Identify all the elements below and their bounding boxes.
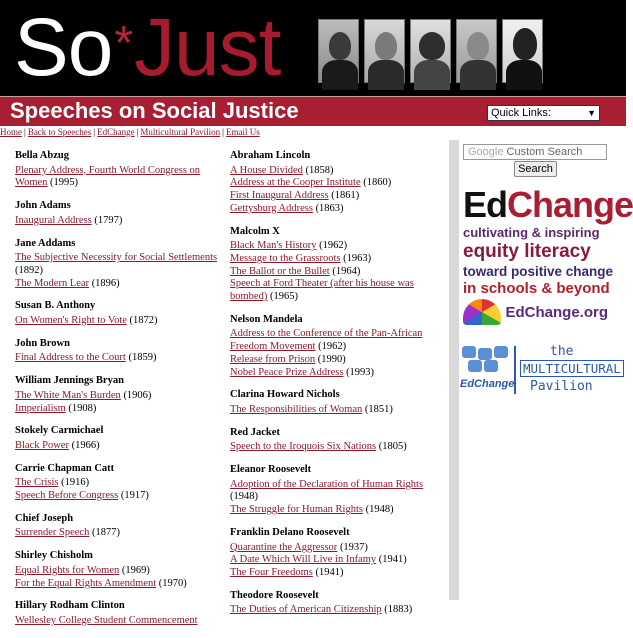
speech-year: (1851) bbox=[364, 403, 393, 415]
pav-multicultural: MULTICULTURAL bbox=[520, 360, 624, 377]
speech-year: (1877) bbox=[91, 527, 120, 539]
speech-item bbox=[230, 404, 440, 417]
speech-year: (1993) bbox=[346, 366, 375, 378]
edchange-logo bbox=[463, 184, 633, 225]
multicultural-pavilion-banner[interactable] bbox=[460, 344, 621, 396]
pav-the: the bbox=[550, 344, 574, 359]
page-title: Speeches on Social Justice bbox=[10, 98, 299, 123]
logo-star: * bbox=[114, 17, 132, 70]
speech-link[interactable]: Address to the Conference of the Pan-African Freedom Movement bbox=[230, 328, 423, 353]
speaker-name: Susan B. Anthony bbox=[15, 300, 96, 312]
speaker-entry bbox=[230, 226, 440, 304]
so-just-logo[interactable] bbox=[14, 2, 280, 94]
speech-link[interactable]: The Struggle for Human Rights bbox=[230, 504, 363, 516]
logo-so: So bbox=[14, 2, 113, 93]
speaker-name: Clarina Howard Nichols bbox=[230, 389, 340, 401]
speech-item bbox=[230, 253, 440, 266]
speech-link[interactable]: The Duties of American Citizenship bbox=[230, 604, 382, 616]
portrait-4 bbox=[456, 19, 497, 83]
speech-year: (1995) bbox=[50, 177, 79, 189]
nav-home[interactable]: Home bbox=[0, 127, 22, 137]
speech-year: (1962) bbox=[318, 341, 347, 353]
speech-link[interactable]: Final Address to the Court bbox=[15, 352, 126, 364]
speech-item bbox=[230, 479, 440, 504]
speaker-entry bbox=[15, 550, 220, 590]
speaker-entry bbox=[15, 238, 220, 291]
quick-links-label: Quick Links: bbox=[491, 107, 551, 119]
speech-link[interactable]: Inaugural Address bbox=[15, 214, 92, 226]
speech-year: (1917) bbox=[120, 490, 149, 502]
speech-link[interactable]: The Responsibilities of Woman bbox=[230, 403, 363, 415]
speaker-name: Malcolm X bbox=[230, 225, 280, 237]
quick-links-select[interactable] bbox=[487, 105, 600, 121]
portrait-5 bbox=[502, 19, 543, 83]
speaker-name: Jane Addams bbox=[15, 237, 76, 249]
speech-year: (1859) bbox=[128, 352, 157, 364]
speech-item bbox=[15, 440, 220, 453]
speech-item bbox=[230, 354, 440, 367]
pav-edchange: EdChange bbox=[460, 378, 515, 390]
speech-link[interactable]: The Subjective Necessity for Social Settlements bbox=[15, 252, 218, 264]
speaker-entry bbox=[230, 464, 440, 517]
speech-link[interactable]: Quarantine the Aggressor bbox=[230, 541, 338, 553]
speech-year: (1858) bbox=[305, 164, 334, 176]
sidebar-divider bbox=[449, 140, 459, 600]
speech-link[interactable]: On Women's Right to Vote bbox=[15, 315, 127, 327]
speech-item bbox=[15, 615, 220, 628]
speech-year: (1941) bbox=[378, 554, 407, 566]
search-button[interactable]: Search bbox=[514, 161, 557, 177]
speaker-column-1 bbox=[15, 150, 220, 638]
speaker-entry bbox=[230, 389, 440, 416]
speaker-name: Abraham Lincoln bbox=[230, 150, 311, 161]
speaker-entry bbox=[15, 338, 220, 365]
speech-year: (1948) bbox=[230, 491, 258, 503]
speech-item bbox=[15, 278, 220, 291]
speaker-entry bbox=[15, 375, 220, 415]
speech-item bbox=[230, 278, 440, 303]
speaker-entry bbox=[230, 590, 440, 617]
speech-item bbox=[15, 477, 220, 490]
speech-link[interactable]: Surrender Speech bbox=[15, 527, 90, 539]
logo-just: Just bbox=[134, 2, 281, 93]
speech-link[interactable]: Speech to the Iroquois Six Nations bbox=[230, 441, 377, 453]
speech-item bbox=[230, 554, 440, 567]
speech-link[interactable]: Wellesley College Student Commencement bbox=[15, 614, 198, 626]
speaker-entry bbox=[15, 463, 220, 503]
speech-link[interactable]: Gettysburg Address bbox=[230, 202, 313, 214]
speaker-name: Bella Abzug bbox=[15, 150, 69, 161]
speech-item bbox=[15, 490, 220, 503]
speech-item bbox=[15, 403, 220, 416]
dropdown-arrow-icon: ▼ bbox=[587, 108, 596, 118]
speech-link[interactable]: Black Power bbox=[15, 439, 69, 451]
speech-link[interactable]: Speech at Ford Theater (after his house was bombed) bbox=[230, 278, 414, 303]
rainbow-logo-icon bbox=[463, 299, 501, 325]
speech-item bbox=[15, 390, 220, 403]
speech-link[interactable]: First Inaugural Address bbox=[230, 190, 329, 202]
speech-item bbox=[230, 328, 440, 353]
speech-link[interactable]: Imperialism bbox=[15, 402, 66, 414]
search-placeholder: Custom Search bbox=[506, 146, 583, 158]
speech-item bbox=[230, 604, 440, 617]
pav-divider bbox=[514, 346, 516, 394]
speaker-name: John Adams bbox=[15, 200, 71, 212]
speaker-name: Eleanor Roosevelt bbox=[230, 464, 312, 476]
puzzle-people-icon bbox=[462, 346, 508, 374]
title-bar bbox=[0, 96, 626, 126]
speaker-name: William Jennings Bryan bbox=[15, 375, 124, 387]
nav-multicultural-pavilion[interactable]: Multicultural Pavilion bbox=[140, 127, 221, 137]
speaker-entry bbox=[15, 600, 220, 627]
speech-link[interactable]: The Crisis bbox=[15, 477, 59, 489]
speech-link[interactable]: The Ballot or the Bullet bbox=[230, 265, 330, 277]
top-nav: Home | Back to Speeches | EdChange | Multicultural Pavilion | Email Us bbox=[0, 127, 260, 137]
speech-item bbox=[230, 441, 440, 454]
speech-item bbox=[15, 565, 220, 578]
speech-year: (1962) bbox=[319, 240, 348, 252]
speech-link[interactable]: Black Man's History bbox=[230, 240, 317, 252]
speech-item bbox=[230, 266, 440, 279]
speech-year: (1941) bbox=[315, 566, 344, 578]
speaker-entry bbox=[15, 425, 220, 452]
nav-back-to-speeches[interactable]: Back to Speeches bbox=[27, 127, 92, 137]
speaker-entry bbox=[230, 527, 440, 580]
speech-year: (1892) bbox=[15, 264, 43, 276]
speaker-entry bbox=[15, 200, 220, 227]
portrait-2 bbox=[364, 19, 405, 83]
speaker-entry bbox=[15, 150, 220, 190]
speech-item bbox=[15, 252, 220, 277]
speech-link[interactable]: Speech Before Congress bbox=[15, 490, 119, 502]
speaker-name: Franklin Delano Roosevelt bbox=[230, 526, 350, 538]
speech-item bbox=[230, 240, 440, 253]
speech-year: (1883) bbox=[384, 604, 413, 616]
speaker-name: Nelson Mandela bbox=[230, 313, 303, 325]
speaker-name: Theodore Roosevelt bbox=[230, 589, 319, 601]
speech-item bbox=[230, 504, 440, 517]
portrait-1 bbox=[318, 19, 359, 83]
speech-item bbox=[15, 352, 220, 365]
speech-item bbox=[230, 177, 440, 190]
speech-link[interactable]: Equal Rights for Women bbox=[15, 564, 120, 576]
speech-year: (1969) bbox=[121, 564, 150, 576]
speech-item bbox=[230, 367, 440, 380]
speech-year: (1872) bbox=[129, 315, 158, 327]
speech-year: (1797) bbox=[94, 214, 123, 226]
speaker-name: Stokely Carmichael bbox=[15, 425, 104, 437]
speech-year: (1963) bbox=[343, 252, 372, 264]
speech-link[interactable]: Address at the Cooper Institute bbox=[230, 177, 361, 189]
speech-year: (1966) bbox=[71, 439, 100, 451]
speech-item bbox=[15, 165, 220, 190]
speaker-entry bbox=[15, 513, 220, 540]
speaker-name: Red Jacket bbox=[230, 426, 280, 438]
speech-item bbox=[230, 567, 440, 580]
speaker-name: Hillary Rodham Clinton bbox=[15, 600, 125, 612]
speech-link[interactable]: Nobel Peace Prize Address bbox=[230, 366, 344, 378]
speech-link[interactable]: Release from Prison bbox=[230, 353, 316, 365]
ec-ed: Ed bbox=[463, 184, 508, 225]
speech-link[interactable]: The Modern Lear bbox=[15, 277, 90, 289]
speech-item bbox=[230, 203, 440, 216]
speech-link[interactable]: A House Divided bbox=[230, 164, 303, 176]
search-brand: Google bbox=[468, 146, 504, 158]
portrait-3 bbox=[410, 19, 451, 83]
speaker-name: John Brown bbox=[15, 337, 70, 349]
edchange-banner[interactable] bbox=[463, 184, 633, 325]
speech-year: (1906) bbox=[123, 389, 152, 401]
speech-year: (1916) bbox=[61, 477, 90, 489]
speech-year: (1964) bbox=[332, 265, 361, 277]
speech-link[interactable]: Adoption of the Declaration of Human Rights bbox=[230, 478, 424, 490]
nav-edchange[interactable]: EdChange bbox=[97, 127, 135, 137]
speech-item bbox=[230, 165, 440, 178]
ec-tagline-3: toward positive change bbox=[463, 264, 614, 279]
speech-year: (1937) bbox=[339, 541, 368, 553]
speech-item bbox=[15, 578, 220, 591]
speech-link[interactable]: Message to the Grassroots bbox=[230, 252, 341, 264]
ec-tagline-1: cultivating & inspiring bbox=[463, 225, 600, 240]
speaker-entry bbox=[230, 150, 440, 216]
speech-item bbox=[15, 315, 220, 328]
speech-year: (1990) bbox=[317, 353, 346, 365]
speech-year: (1863) bbox=[315, 202, 344, 214]
speech-link[interactable]: A Date Which Will Live in Infamy bbox=[230, 554, 377, 566]
site-header bbox=[0, 0, 626, 96]
ec-change: Change bbox=[507, 184, 633, 225]
speaker-name: Carrie Chapman Catt bbox=[15, 462, 115, 474]
speaker-name: Shirley Chisholm bbox=[15, 550, 93, 562]
speech-year: (1908) bbox=[68, 402, 97, 414]
search-input[interactable] bbox=[463, 144, 607, 160]
speech-year: (1948) bbox=[365, 504, 394, 516]
speech-link[interactable]: Plenary Address, Fourth World Congress on Women bbox=[15, 164, 201, 189]
speech-year: (1970) bbox=[158, 577, 187, 589]
ec-url: EdChange.org bbox=[505, 303, 608, 321]
speech-item bbox=[15, 527, 220, 540]
nav-email-us[interactable]: Email Us bbox=[225, 127, 260, 137]
speech-link[interactable]: For the Equal Rights Amendment bbox=[15, 577, 157, 589]
speech-item bbox=[15, 215, 220, 228]
speech-link[interactable]: The Four Freedoms bbox=[230, 566, 313, 578]
speaker-entry bbox=[230, 427, 440, 454]
speaker-entry bbox=[15, 300, 220, 327]
ec-tagline-4: in schools & beyond bbox=[463, 280, 610, 297]
speech-item bbox=[230, 190, 440, 203]
speech-item bbox=[230, 542, 440, 555]
speech-year: (1965) bbox=[269, 291, 298, 303]
ec-footer bbox=[463, 299, 608, 325]
speaker-entry bbox=[230, 314, 440, 380]
speaker-name: Chief Joseph bbox=[15, 512, 74, 524]
pav-pavilion: Pavilion bbox=[530, 379, 593, 394]
speech-link[interactable]: The White Man's Burden bbox=[15, 389, 121, 401]
portrait-strip bbox=[318, 19, 610, 83]
ec-tagline-2: equity literacy bbox=[463, 241, 591, 262]
speech-year: (1860) bbox=[363, 177, 392, 189]
speaker-column-2 bbox=[230, 150, 440, 627]
speech-year: (1805) bbox=[378, 441, 407, 453]
speech-year: (1861) bbox=[331, 190, 360, 202]
speech-year: (1896) bbox=[91, 277, 120, 289]
